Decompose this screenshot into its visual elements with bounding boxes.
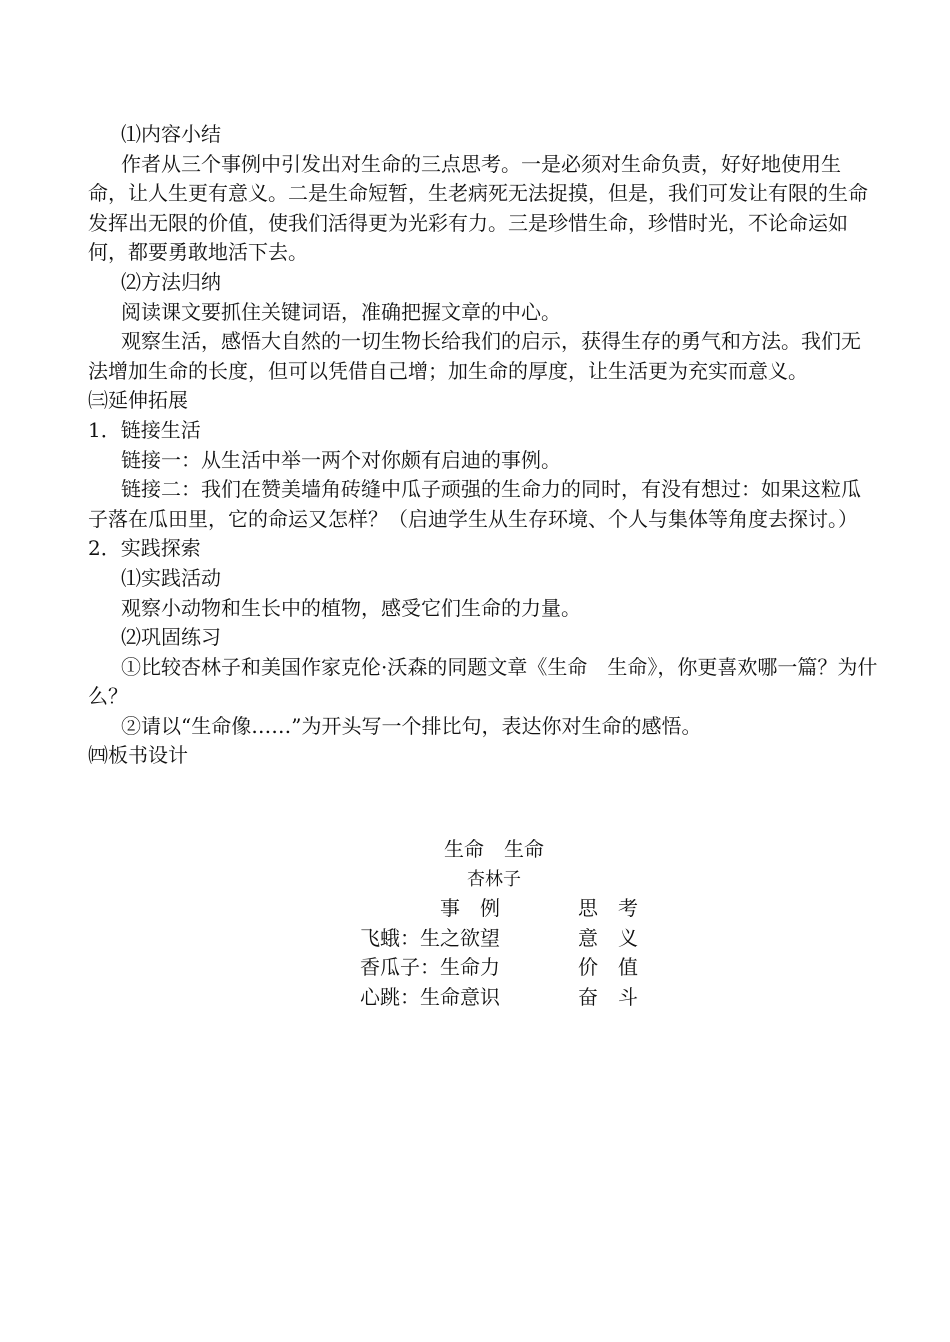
board-row	[0, 953, 950, 983]
link-one-paragraph: 链接一：从生活中举一两个对你颇有启迪的事例。	[121, 447, 561, 472]
board-design	[0, 835, 950, 1013]
board-row-right: 思 考	[578, 896, 638, 921]
heading-practice: 2．实践探索	[88, 536, 201, 561]
heading-practice-activity: ⑴实践活动	[121, 565, 221, 590]
heading-content-summary: ⑴内容小结	[121, 122, 221, 146]
exercise-one: ①比较杏林子和美国作家克伦·沃森的同题文章《生命 生命》，你更喜欢哪一篇？为什么？	[88, 654, 878, 709]
board-row-left: 心跳：生命意识	[360, 984, 500, 1009]
board-row-right: 意 义	[578, 925, 638, 950]
heading-link-life: 1．链接生活	[88, 417, 201, 442]
board-row-left: 香瓜子：生命力	[360, 955, 500, 980]
board-title: 生命 生命	[444, 837, 544, 861]
board-row	[0, 894, 950, 924]
section-extension: ㈢延伸拓展	[88, 388, 188, 413]
heading-method-summary: ⑵方法归纳	[121, 269, 221, 294]
board-author: 杏林子	[467, 868, 521, 890]
link-two-paragraph: 链接二：我们在赞美墙角砖缝中瓜子顽强的生命力的同时，有没有想过：如果这粒瓜子落在瓜田里，它的命运又怎样？（启迪学生从生存环境、个人与集体等角度去探讨。）	[88, 477, 861, 531]
board-row-left: 飞蛾：生之欲望	[360, 925, 500, 950]
heading-consolidation: ⑵巩固练习	[121, 625, 221, 650]
method-paragraph-2: 观察生活，感悟大自然的一切生物长给我们的启示，获得生存的勇气和方法。我们无法增加生命的长度，但可以凭借自己增；加生命的厚度，让生活更为充实而意义。	[88, 329, 861, 383]
board-row	[0, 924, 950, 954]
summary-paragraph: 作者从三个事例中引发出对生命的三点思考。一是必须对生命负责，好好地使用生命，让人生更有意义。二是生命短暂，生老病死无法捉摸，但是，我们可发让有限的生命发挥出无限的价值，使我们活得更为光彩有力。三是珍惜生命，珍惜时光，不论命运如何，都要勇敢地活下去。	[88, 151, 868, 265]
board-row-right: 奋 斗	[578, 984, 638, 1009]
board-row-right: 价 值	[578, 955, 638, 980]
method-paragraph-1: 阅读课文要抓住关键词语，准确把握文章的中心。	[121, 299, 561, 324]
practice-activity-paragraph: 观察小动物和生长中的植物，感受它们生命的力量。	[121, 595, 581, 620]
lesson-text	[88, 120, 878, 771]
board-row	[0, 983, 950, 1013]
exercise-two: ②请以“生命像……”为开头写一个排比句，表达你对生命的感悟。	[121, 713, 702, 738]
section-board-design: ㈣板书设计	[88, 743, 188, 768]
board-row-left: 事 例	[440, 896, 500, 921]
